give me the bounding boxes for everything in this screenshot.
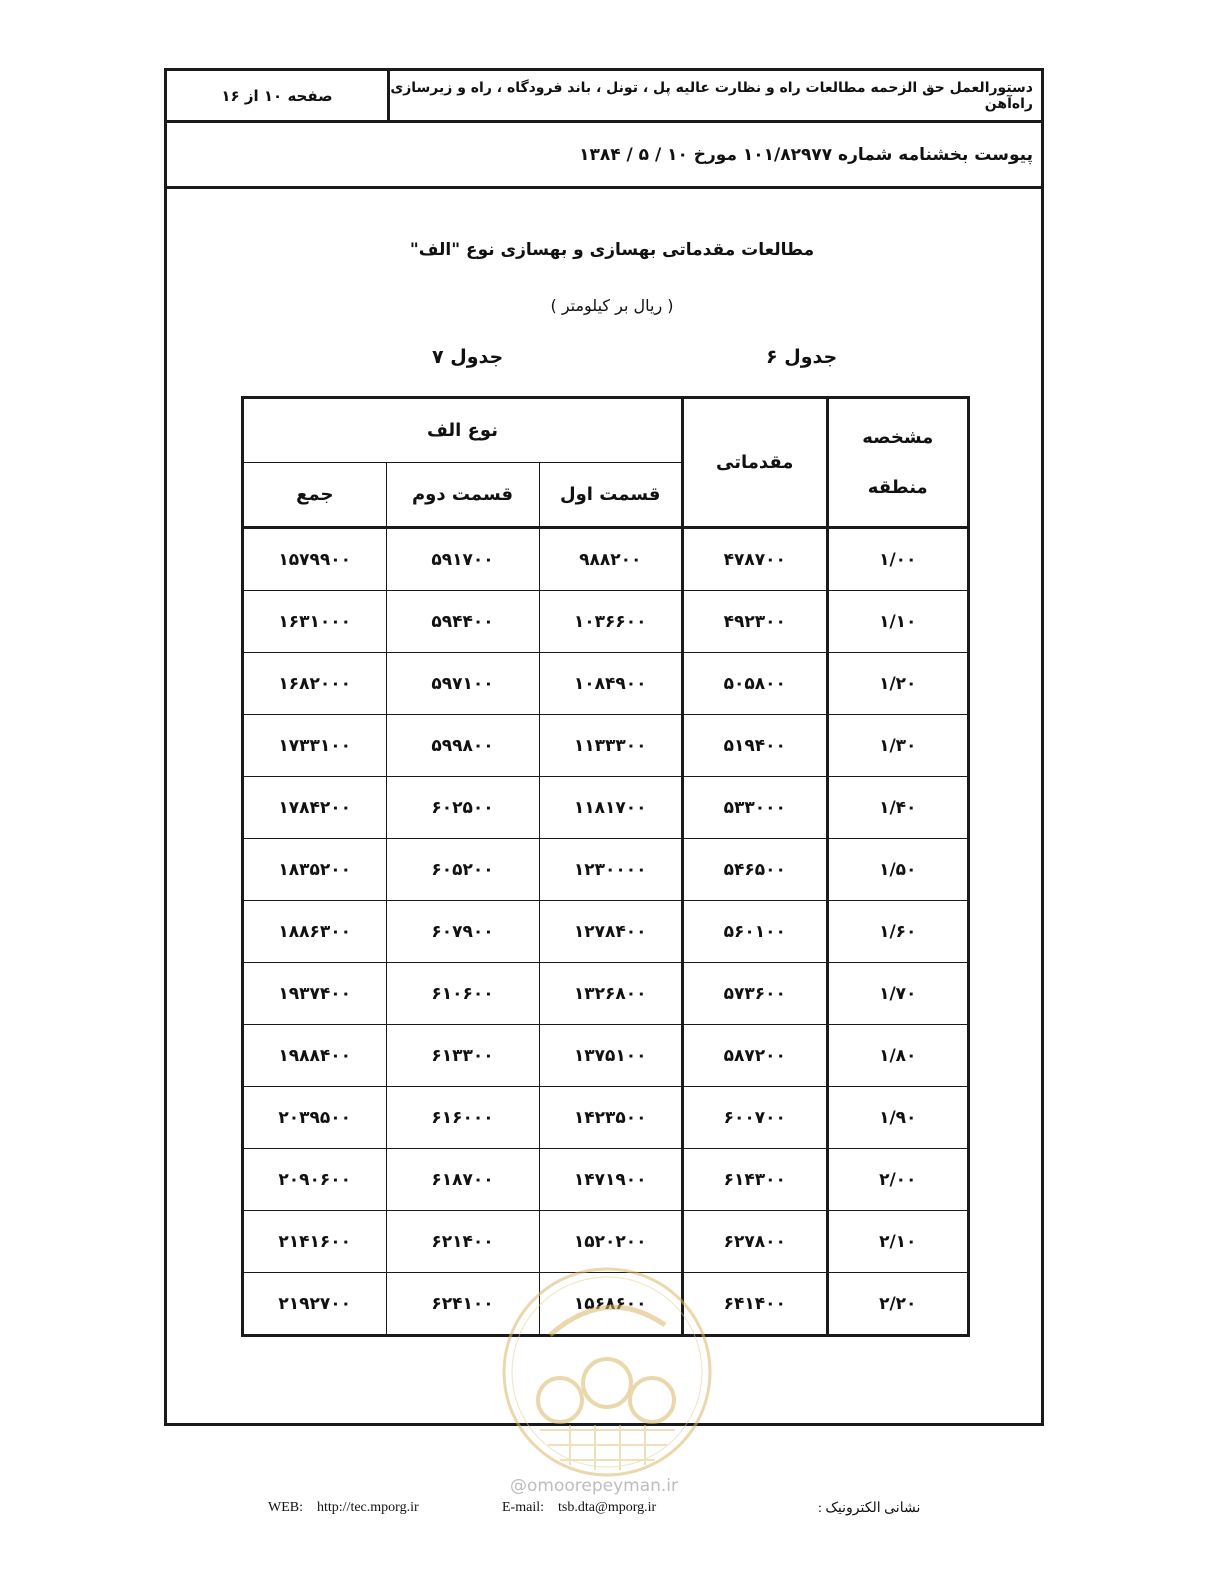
sum-cell: ۱۸۸۶۳۰۰ [243,901,387,963]
second-part-cell: ۵۹۷۱۰۰ [386,653,539,715]
first-part-cell: ۱۵۲۰۲۰۰ [539,1211,682,1273]
table-6-label: جدول ۶ [766,346,838,368]
zone-cell: ۱/۷۰ [827,963,968,1025]
preliminary-cell: ۴۷۸۷۰۰ [682,528,827,591]
table-row [243,963,969,1025]
preliminary-cell: ۵۱۹۴۰۰ [682,715,827,777]
table-row [243,591,969,653]
sum-cell: ۲۰۳۹۵۰۰ [243,1087,387,1149]
second-part-cell: ۶۱۸۷۰۰ [386,1149,539,1211]
preliminary-cell: ۵۶۰۱۰۰ [682,901,827,963]
sum-cell: ۲۰۹۰۶۰۰ [243,1149,387,1211]
table-row [243,1211,969,1273]
second-part-cell: ۶۰۲۵۰۰ [386,777,539,839]
first-part-cell: ۱۱۳۳۳۰۰ [539,715,682,777]
zone-cell: ۲/۲۰ [827,1273,968,1336]
zone-cell: ۱/۲۰ [827,653,968,715]
preliminary-cell: ۵۰۵۸۰۰ [682,653,827,715]
preliminary-cell: ۵۸۷۲۰۰ [682,1025,827,1087]
table-row [243,715,969,777]
first-part-cell: ۱۰۳۶۶۰۰ [539,591,682,653]
table-row [243,653,969,715]
zone-cell: ۲/۱۰ [827,1211,968,1273]
first-part-cell: ۱۲۳۰۰۰۰ [539,839,682,901]
sum-cell: ۱۵۷۹۹۰۰ [243,528,387,591]
table-row [243,839,969,901]
second-part-cell: ۵۹۱۷۰۰ [386,528,539,591]
sum-cell: ۱۷۸۴۲۰۰ [243,777,387,839]
first-part-cell: ۱۱۸۱۷۰۰ [539,777,682,839]
zone-header-line2: منطقه [867,476,928,498]
sum-cell: ۱۶۳۱۰۰۰ [243,591,387,653]
table-7-label: جدول ۷ [432,346,504,368]
zone-cell: ۱/۹۰ [827,1087,968,1149]
first-part-cell: ۱۰۸۴۹۰۰ [539,653,682,715]
zone-cell: ۱/۱۰ [827,591,968,653]
second-part-header: قسمت دوم [386,463,539,528]
first-part-cell: ۱۵۶۸۶۰۰ [539,1273,682,1336]
sum-cell: ۲۱۴۱۶۰۰ [243,1211,387,1273]
document-series-title: دستورالعمل حق الزحمه مطالعات راه و نظارت عالیه پل ، تونل ، باند فرودگاه ، راه و زیرسازی راه‌آهن [390,79,1033,112]
zone-cell: ۱/۰۰ [827,528,968,591]
watermark-text: @omoorepeyman.ir [510,1476,679,1496]
preliminary-cell: ۵۷۳۶۰۰ [682,963,827,1025]
first-part-cell: ۱۴۷۱۹۰۰ [539,1149,682,1211]
table-row [243,1087,969,1149]
preliminary-cell: ۶۴۱۴۰۰ [682,1273,827,1336]
zone-cell: ۱/۳۰ [827,715,968,777]
second-part-cell: ۶۰۵۲۰۰ [386,839,539,901]
fee-table [241,396,970,1337]
zone-cell: ۱/۶۰ [827,901,968,963]
first-part-cell: ۱۳۲۶۸۰۰ [539,963,682,1025]
header-row [167,71,1041,123]
second-part-cell: ۶۱۳۳۰۰ [386,1025,539,1087]
preliminary-cell: ۶۱۴۳۰۰ [682,1149,827,1211]
preliminary-header: مقدماتی [682,398,827,528]
page-number: صفحه ۱۰ از ۱۶ [167,71,390,120]
zone-cell: ۱/۸۰ [827,1025,968,1087]
preliminary-cell: ۶۲۷۸۰۰ [682,1211,827,1273]
sum-cell: ۱۶۸۲۰۰۰ [243,653,387,715]
second-part-cell: ۵۹۴۴۰۰ [386,591,539,653]
second-part-cell: ۶۱۶۰۰۰ [386,1087,539,1149]
footer-web [268,1500,419,1516]
zone-cell: ۲/۰۰ [827,1149,968,1211]
web-label: WEB: [268,1500,303,1515]
table-row [243,1025,969,1087]
sum-cell: ۱۷۳۳۱۰۰ [243,715,387,777]
type-a-header: نوع الف [243,398,683,463]
footer-email [502,1500,656,1516]
preliminary-cell: ۵۴۶۵۰۰ [682,839,827,901]
first-part-cell: ۱۲۷۸۴۰۰ [539,901,682,963]
email-label: E-mail: [502,1500,544,1515]
table-row [243,528,969,591]
web-url[interactable]: http://tec.mporg.ir [317,1500,419,1515]
sum-header: جمع [243,463,387,528]
second-part-cell: ۶۲۴۱۰۰ [386,1273,539,1336]
zone-header-line1: مشخصه [862,426,934,448]
publisher-seal-watermark [500,1265,714,1479]
second-part-cell: ۶۲۱۴۰۰ [386,1211,539,1273]
first-part-cell: ۱۴۲۳۵۰۰ [539,1087,682,1149]
document-title: مطالعات مقدماتی بهسازی و بهسازی نوع "الف" [409,240,815,260]
first-part-header: قسمت اول [539,463,682,528]
preliminary-cell: ۵۳۳۰۰۰ [682,777,827,839]
second-part-cell: ۶۰۷۹۰۰ [386,901,539,963]
attachment-reference: پیوست بخشنامه شماره ۱۰۱/۸۲۹۷۷ مورخ ۱۰ / ۵ / ۱۳۸۴ [167,123,1041,189]
email-address[interactable]: tsb.dta@mporg.ir [558,1500,657,1515]
unit-label: ( ریال بر کیلومتر ) [550,296,674,315]
table-row [243,1149,969,1211]
electronic-address-label: نشانی الکترونیک : [818,1501,921,1516]
table-row [243,777,969,839]
first-part-cell: ۱۳۷۵۱۰۰ [539,1025,682,1087]
second-part-cell: ۵۹۹۸۰۰ [386,715,539,777]
sum-cell: ۲۱۹۲۷۰۰ [243,1273,387,1336]
zone-cell: ۱/۴۰ [827,777,968,839]
zone-cell: ۱/۵۰ [827,839,968,901]
sum-cell: ۱۸۳۵۲۰۰ [243,839,387,901]
second-part-cell: ۶۱۰۶۰۰ [386,963,539,1025]
table-row [243,901,969,963]
sum-cell: ۱۹۳۷۴۰۰ [243,963,387,1025]
preliminary-cell: ۶۰۰۷۰۰ [682,1087,827,1149]
zone-header [827,398,968,528]
preliminary-cell: ۴۹۲۳۰۰ [682,591,827,653]
sum-cell: ۱۹۸۸۴۰۰ [243,1025,387,1087]
first-part-cell: ۹۸۸۲۰۰ [539,528,682,591]
